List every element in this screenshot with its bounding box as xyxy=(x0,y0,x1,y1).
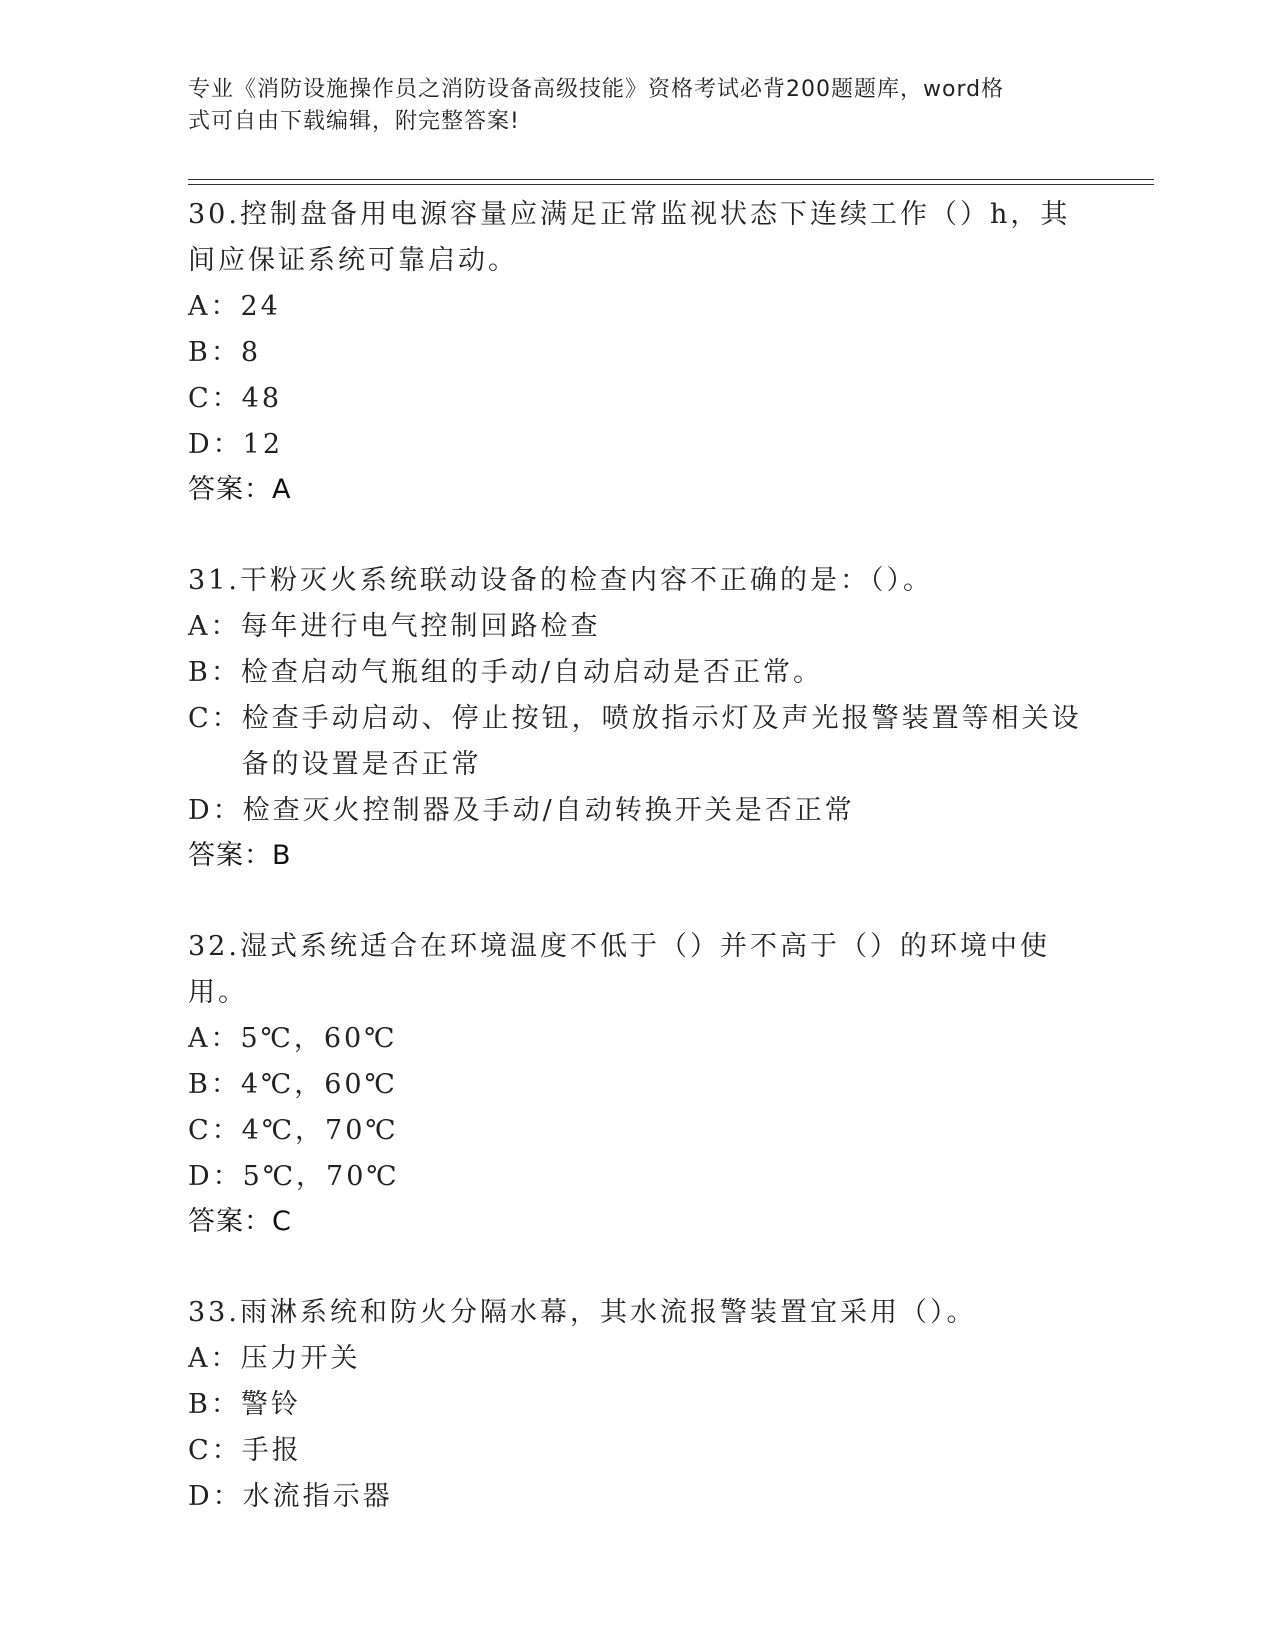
option-text: 警铃 xyxy=(240,1389,301,1420)
option-letter: A： xyxy=(188,611,241,642)
option-letter: B： xyxy=(188,657,241,688)
header-divider-top xyxy=(188,179,1154,180)
option-text: 检查灭火控制器及手动/自动转换开关是否正常 xyxy=(242,795,855,826)
option-text: 每年进行电气控制回路检查 xyxy=(240,611,601,642)
option-letter: B： xyxy=(188,1389,241,1420)
answer-line: 答案：B xyxy=(188,840,292,871)
option-d xyxy=(188,422,1088,468)
option-letter: C： xyxy=(188,1435,242,1466)
option-text: 检查启动气瓶组的手动/自动启动是否正常。 xyxy=(240,657,823,688)
option-c xyxy=(188,696,1088,788)
option-b xyxy=(188,1382,1088,1428)
option-text: 水流指示器 xyxy=(242,1481,393,1512)
option-d xyxy=(188,1154,1088,1200)
option-letter: C： xyxy=(188,383,242,414)
option-c xyxy=(188,376,1088,422)
header-line-2: 式可自由下载编辑，附完整答案! xyxy=(188,109,520,134)
option-text: 4℃，70℃ xyxy=(241,1115,399,1146)
question-stem: 32.湿式系统适合在环境温度不低于（）并不高于（）的环境中使用。 xyxy=(188,931,1050,1008)
option-d xyxy=(188,788,1088,834)
option-letter: B： xyxy=(188,337,241,368)
option-text: 12 xyxy=(242,429,284,460)
question-stem: 33.雨淋系统和防火分隔水幕，其水流报警装置宜采用（）。 xyxy=(188,1297,977,1328)
question-30 xyxy=(188,192,1088,512)
option-text: 手报 xyxy=(241,1435,302,1466)
question-stem: 31.干粉灭火系统联动设备的检查内容不正确的是：（）。 xyxy=(188,565,933,596)
option-letter: A： xyxy=(188,1343,241,1374)
option-letter: C： xyxy=(188,703,242,734)
option-letter: C： xyxy=(188,1115,242,1146)
option-letter: A： xyxy=(188,1023,241,1054)
header-line-1: 专业《消防设施操作员之消防设备高级技能》资格考试必背200题题库，word格 xyxy=(188,77,1005,102)
option-text: 检查手动启动、停止按钮，喷放指示灯及声光报警装置等相关设备的设置是否正常 xyxy=(241,703,1082,780)
option-b xyxy=(188,650,1088,696)
question-stem: 30.控制盘备用电源容量应满足正常监视状态下连续工作（）h，其间应保证系统可靠启动。 xyxy=(188,199,1071,276)
option-d xyxy=(188,1474,1088,1520)
option-text: 8 xyxy=(240,337,262,368)
answer-line: 答案：C xyxy=(188,1206,292,1237)
document-header xyxy=(188,74,1068,138)
option-letter: D： xyxy=(188,429,243,460)
header-divider-bottom xyxy=(188,184,1154,185)
question-33 xyxy=(188,1290,1088,1520)
option-b xyxy=(188,1062,1088,1108)
option-text: 5℃，70℃ xyxy=(242,1161,400,1192)
option-c xyxy=(188,1428,1088,1474)
question-list xyxy=(188,192,1088,1566)
option-text: 4℃，60℃ xyxy=(240,1069,398,1100)
question-32 xyxy=(188,924,1088,1244)
option-c xyxy=(188,1108,1088,1154)
option-a xyxy=(188,1336,1088,1382)
option-text: 48 xyxy=(241,383,283,414)
option-a xyxy=(188,604,1088,650)
question-31 xyxy=(188,558,1088,878)
option-a xyxy=(188,284,1088,330)
option-text: 5℃，60℃ xyxy=(240,1023,398,1054)
option-letter: A： xyxy=(188,291,241,322)
option-text: 24 xyxy=(240,291,281,322)
option-a xyxy=(188,1016,1088,1062)
option-text: 压力开关 xyxy=(240,1343,361,1374)
option-letter: B： xyxy=(188,1069,241,1100)
option-letter: D： xyxy=(188,1481,243,1512)
option-letter: D： xyxy=(188,1161,243,1192)
option-b xyxy=(188,330,1088,376)
answer-line: 答案：A xyxy=(188,474,292,505)
option-letter: D： xyxy=(188,795,243,826)
